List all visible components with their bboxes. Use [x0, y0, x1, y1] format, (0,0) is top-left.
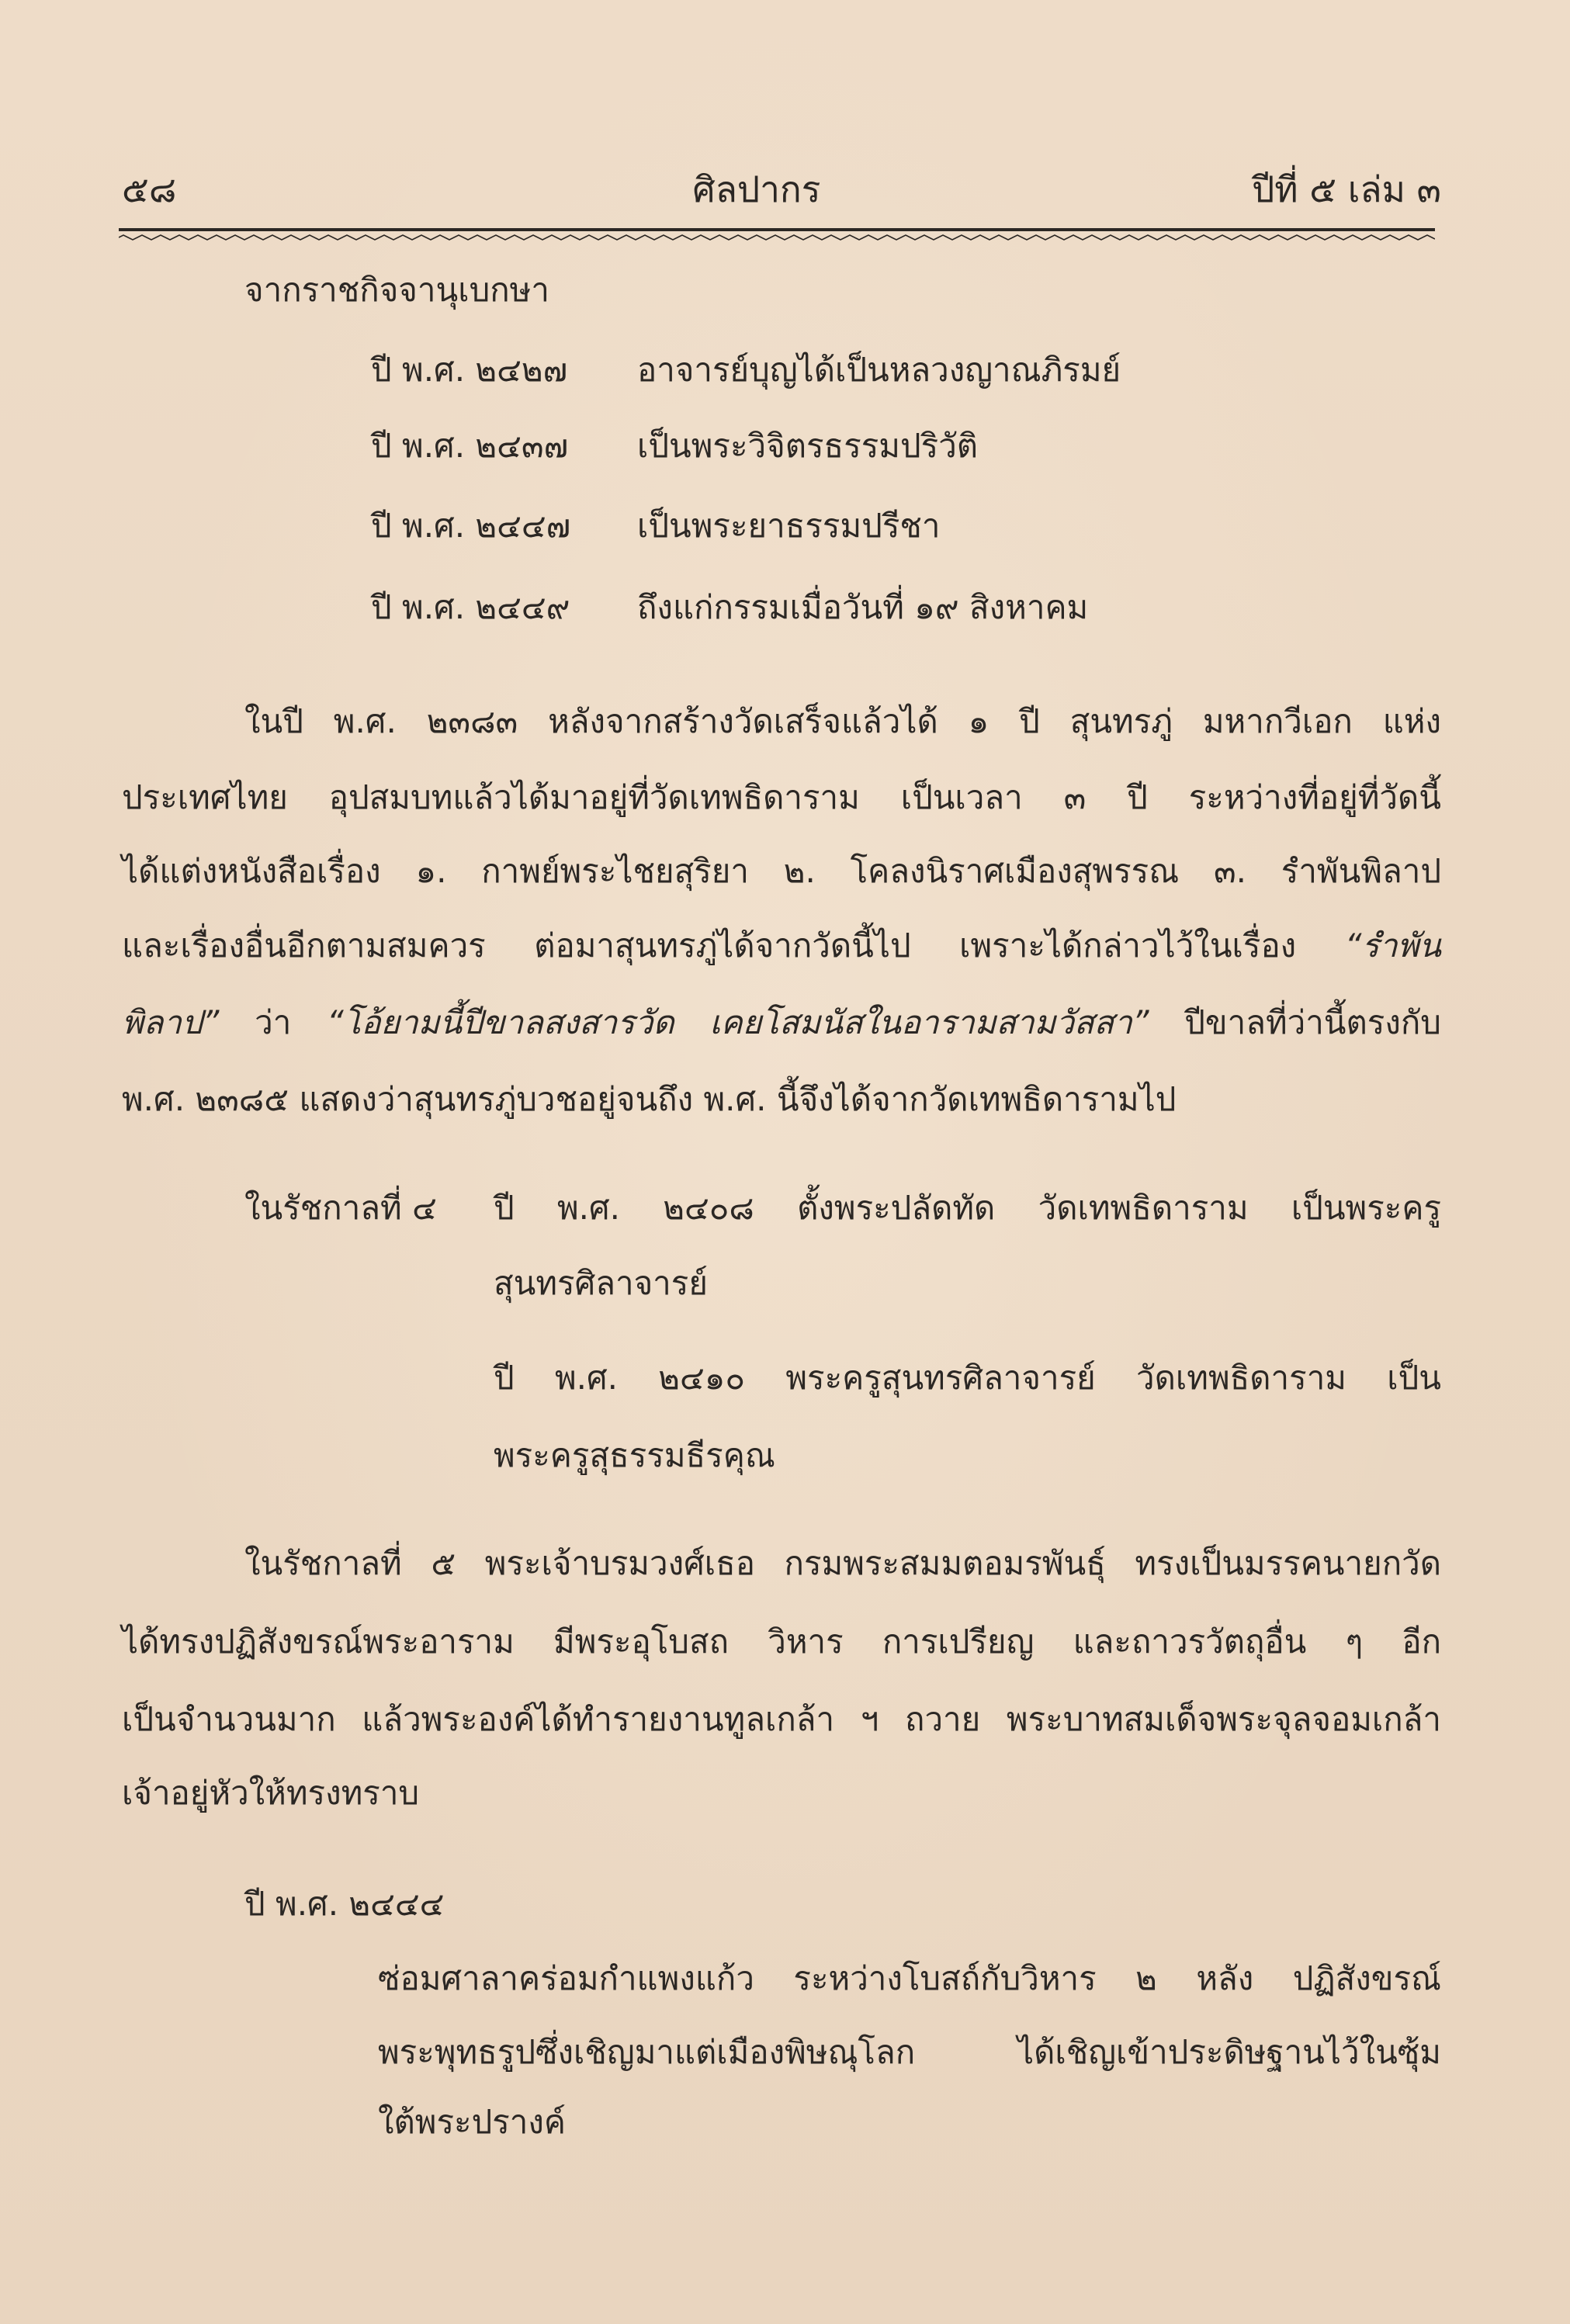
gazette-entry-text: ถึงแก่กรรมเมื่อวันที่ ๑๙ สิงหาคม	[637, 588, 1089, 626]
quoted-title: “รำพัน	[1344, 926, 1442, 965]
paragraph-line: เจ้าอยู่หัวให้ทรงทราบ	[122, 1774, 420, 1812]
line-text: ว่า	[255, 1003, 292, 1041]
source-heading: จากราชกิจจานุเบกษา	[244, 271, 549, 309]
header-rule	[119, 222, 1435, 245]
paragraph-line: ได้ทรงปฏิสังขรณ์พระอาราม มีพระอุโบสถ วิหาร การเปรียญ และถาวรวัตถุอื่น ๆ อีก	[122, 1623, 1441, 1661]
paragraph-line: พระพุทธรูปซึ่งเชิญมาแต่เมืองพิษณุโลก ได้เชิญเข้าประดิษฐานไว้ในซุ้ม	[378, 2033, 1441, 2071]
gazette-entry-text: อาจารย์บุญได้เป็นหลวงญาณภิรมย์	[637, 351, 1121, 389]
gazette-entry-text: เป็นพระยาธรรมปรีชา	[637, 507, 941, 545]
paragraph-line	[122, 1001, 1441, 1044]
issue-info: ปีที่ ๕ เล่ม ๓	[1252, 168, 1441, 210]
paragraph-line	[122, 850, 1441, 893]
header-rule-wave	[119, 235, 1435, 240]
gazette-entry-year: ปี พ.ศ. ๒๔๒๗	[371, 351, 568, 389]
reign-entry-line: สุนทรศิลาจารย์	[494, 1264, 708, 1302]
gazette-entry-text: เป็นพระวิจิตรธรรมปริวัติ	[637, 427, 979, 465]
line-text: พ.ศ. ๒๓๘๕ แสดงว่าสุนทรภู่บวชอยู่จนถึง พ.ศ. นี้จึงได้จากวัดเทพธิดารามไป	[122, 1080, 1177, 1118]
page-number: ๕๘	[122, 168, 177, 210]
gazette-entry-year: ปี พ.ศ. ๒๔๔๙	[371, 588, 570, 626]
paragraph-line: เป็นจำนวนมาก แล้วพระองค์ได้ทำรายงานทูลเกล้า ฯ ถวาย พระบาทสมเด็จพระจุลจอมเกล้า	[122, 1700, 1441, 1738]
reign-entry-line: ปี พ.ศ. ๒๔๐๘ ตั้งพระปลัดทัด วัดเทพธิดาราม เป็นพระครู	[494, 1189, 1441, 1227]
paragraph-line: ซ่อมศาลาคร่อมกำแพงแก้ว ระหว่างโบสถ์กับวิหาร ๒ หลัง ปฏิสังขรณ์	[378, 1959, 1441, 1997]
line-text: ในปี พ.ศ. ๒๓๘๓ หลังจากสร้างวัดเสร็จแล้วได้ ๑ ปี สุนทรภู่ มหากวีเอก แห่ง	[244, 702, 1441, 740]
line-text: ประเทศไทย อุปสมบทแล้วได้มาอยู่ที่วัดเทพธิดาราม เป็นเวลา ๓ ปี ระหว่างที่อยู่ที่วัดนี้	[122, 778, 1441, 816]
year-heading: ปี พ.ศ. ๒๔๔๔	[244, 1885, 445, 1923]
line-text: ปีขาลที่ว่านี้ตรงกับ	[1184, 1003, 1441, 1041]
paragraph-line: ในรัชกาลที่ ๕ พระเจ้าบรมวงศ์เธอ กรมพระสมมตอมรพันธุ์ ทรงเป็นมรรคนายกวัด	[244, 1544, 1441, 1582]
quoted-verse: “โอ้ยามนี้ปีขาลสงสารวัด เคยโสมนัสในอารามสามวัสสา”	[327, 1003, 1149, 1041]
paragraph-line	[122, 776, 1441, 819]
quoted-title: พิลาป”	[122, 1003, 220, 1041]
gazette-entry-year: ปี พ.ศ. ๒๔๔๗	[371, 507, 571, 545]
line-text: และเรื่องอื่นอีกตามสมควร ต่อมาสุนทรภู่ได้จากวัดนี้ไป เพราะได้กล่าวไว้ในเรื่อง	[122, 926, 1297, 965]
reign-label: ในรัชกาลที่ ๔	[244, 1189, 437, 1227]
paragraph-line	[122, 1078, 1176, 1121]
paragraph-line	[244, 700, 1441, 743]
paragraph-line	[122, 924, 1441, 968]
reign-entry-line: ปี พ.ศ. ๒๔๑๐ พระครูสุนทรศิลาจารย์ วัดเทพธิดาราม เป็น	[494, 1359, 1441, 1397]
reign-entry-line: พระครูสุธรรมธีรคุณ	[494, 1436, 775, 1474]
paragraph-line: ใต้พระปรางค์	[378, 2103, 566, 2141]
gazette-entry-year: ปี พ.ศ. ๒๔๓๗	[371, 427, 569, 465]
line-text: ได้แต่งหนังสือเรื่อง ๑. กาพย์พระไชยสุริยา ๒. โคลงนิราศเมืองสุพรรณ ๓. รำพันพิลาป	[122, 852, 1441, 890]
journal-title: ศิลปากร	[692, 168, 821, 210]
